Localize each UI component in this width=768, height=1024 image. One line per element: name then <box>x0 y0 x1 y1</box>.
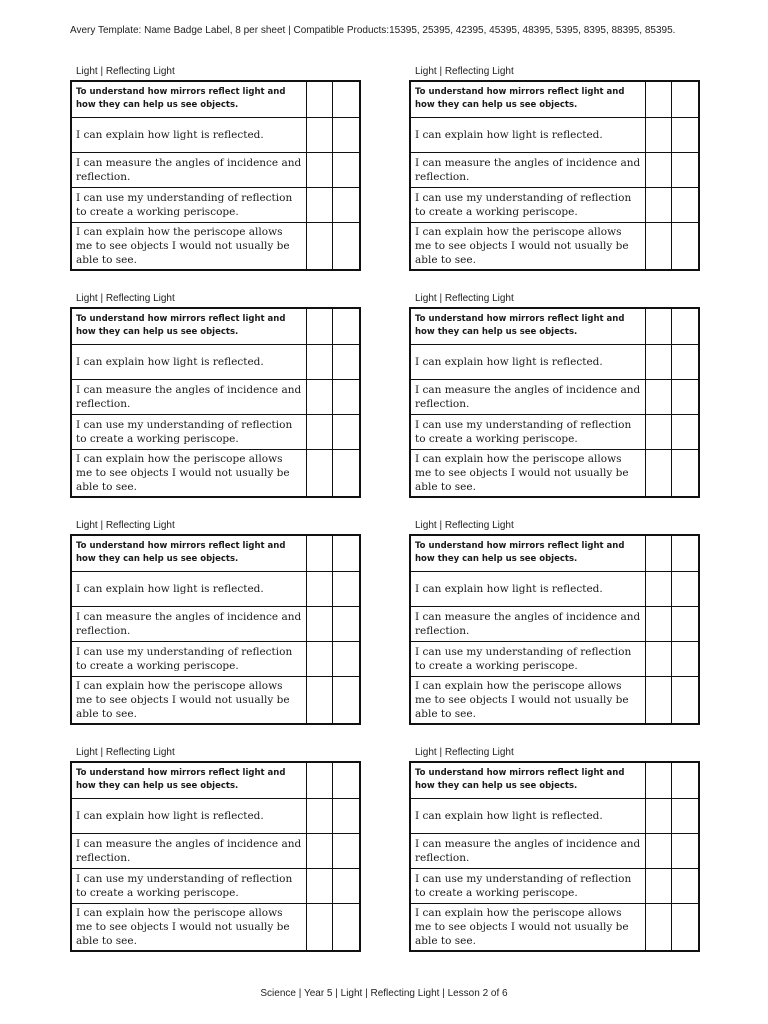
statement-row <box>410 676 699 724</box>
check-box[interactable] <box>645 81 671 117</box>
objective-row <box>410 81 699 117</box>
check-box[interactable] <box>671 676 699 724</box>
statement-text: I can measure the angles of incidence and reflection. <box>71 152 306 187</box>
check-box[interactable] <box>645 344 671 379</box>
statement-text: I can measure the angles of incidence and reflection. <box>410 152 645 187</box>
check-box[interactable] <box>671 152 699 187</box>
statement-row <box>71 571 360 606</box>
check-box[interactable] <box>671 449 699 497</box>
statement-row <box>71 606 360 641</box>
check-box[interactable] <box>332 414 360 449</box>
statement-text: I can measure the angles of incidence and reflection. <box>410 606 645 641</box>
check-box[interactable] <box>645 449 671 497</box>
check-box[interactable] <box>332 344 360 379</box>
objective-row <box>71 762 360 798</box>
check-box[interactable] <box>332 379 360 414</box>
check-box[interactable] <box>671 222 699 270</box>
statement-row <box>410 152 699 187</box>
objective-text: To understand how mirrors reflect light and how they can help us see objects. <box>410 81 645 117</box>
check-box[interactable] <box>306 833 332 868</box>
check-box[interactable] <box>332 187 360 222</box>
check-box[interactable] <box>645 117 671 152</box>
check-box[interactable] <box>332 762 360 798</box>
statement-row <box>410 606 699 641</box>
check-box[interactable] <box>645 152 671 187</box>
badge-label <box>409 518 698 725</box>
statement-text: I can measure the angles of incidence and reflection. <box>71 379 306 414</box>
statement-text: I can explain how light is reflected. <box>410 344 645 379</box>
checklist-table <box>409 534 700 725</box>
check-box[interactable] <box>306 868 332 903</box>
statement-row <box>410 222 699 270</box>
check-box[interactable] <box>306 81 332 117</box>
statement-row <box>71 833 360 868</box>
check-box[interactable] <box>645 571 671 606</box>
statement-text: I can measure the angles of incidence and reflection. <box>410 833 645 868</box>
objective-text: To understand how mirrors reflect light and how they can help us see objects. <box>71 762 306 798</box>
check-box[interactable] <box>306 676 332 724</box>
check-box[interactable] <box>332 152 360 187</box>
check-box[interactable] <box>645 606 671 641</box>
check-box[interactable] <box>645 379 671 414</box>
check-box[interactable] <box>671 798 699 833</box>
statement-row <box>410 571 699 606</box>
checklist-table <box>70 534 361 725</box>
statement-text: I can explain how the periscope allows me to see objects I would not usually be able to see. <box>410 449 645 497</box>
check-box[interactable] <box>671 308 699 344</box>
statement-row <box>71 903 360 951</box>
check-box[interactable] <box>306 571 332 606</box>
check-box[interactable] <box>332 868 360 903</box>
statement-row <box>410 798 699 833</box>
statement-text: I can explain how light is reflected. <box>71 344 306 379</box>
statement-text: I can explain how light is reflected. <box>71 798 306 833</box>
badge-title: Light | Reflecting Light <box>415 520 514 531</box>
badge-title: Light | Reflecting Light <box>76 293 175 304</box>
check-box[interactable] <box>306 414 332 449</box>
statement-row <box>71 798 360 833</box>
statement-text: I can explain how light is reflected. <box>71 571 306 606</box>
statement-row <box>71 676 360 724</box>
check-box[interactable] <box>645 187 671 222</box>
badge-label <box>409 291 698 498</box>
badge-title: Light | Reflecting Light <box>415 747 514 758</box>
statement-row <box>71 344 360 379</box>
statement-row <box>410 117 699 152</box>
statement-text: I can explain how light is reflected. <box>71 117 306 152</box>
statement-text: I can explain how the periscope allows me to see objects I would not usually be able to see. <box>71 676 306 724</box>
check-box[interactable] <box>306 798 332 833</box>
check-box[interactable] <box>306 344 332 379</box>
check-box[interactable] <box>671 762 699 798</box>
checklist-table <box>409 80 700 271</box>
check-box[interactable] <box>671 187 699 222</box>
badge-label <box>70 291 359 498</box>
badge-title: Light | Reflecting Light <box>76 66 175 77</box>
check-box[interactable] <box>332 641 360 676</box>
check-box[interactable] <box>671 344 699 379</box>
check-box[interactable] <box>671 117 699 152</box>
badge-grid <box>70 64 698 952</box>
badge-title: Light | Reflecting Light <box>76 520 175 531</box>
checklist-table <box>409 307 700 498</box>
check-box[interactable] <box>306 762 332 798</box>
statement-text: I can explain how the periscope allows me to see objects I would not usually be able to see. <box>410 222 645 270</box>
check-box[interactable] <box>306 222 332 270</box>
statement-row <box>71 868 360 903</box>
check-box[interactable] <box>645 222 671 270</box>
objective-text: To understand how mirrors reflect light and how they can help us see objects. <box>410 308 645 344</box>
checklist-table <box>70 307 361 498</box>
objective-text: To understand how mirrors reflect light and how they can help us see objects. <box>71 308 306 344</box>
statement-row <box>410 641 699 676</box>
statement-text: I can use my understanding of reflection to create a working periscope. <box>410 868 645 903</box>
objective-row <box>71 81 360 117</box>
statement-row <box>410 414 699 449</box>
statement-text: I can use my understanding of reflection to create a working periscope. <box>410 641 645 676</box>
check-box[interactable] <box>671 868 699 903</box>
check-box[interactable] <box>645 762 671 798</box>
badge-label <box>70 745 359 952</box>
statement-text: I can explain how the periscope allows me to see objects I would not usually be able to see. <box>71 903 306 951</box>
check-box[interactable] <box>645 798 671 833</box>
statement-text: I can use my understanding of reflection to create a working periscope. <box>410 187 645 222</box>
check-box[interactable] <box>332 571 360 606</box>
statement-row <box>71 414 360 449</box>
badge-label <box>70 64 359 271</box>
badge-label <box>409 64 698 271</box>
objective-text: To understand how mirrors reflect light and how they can help us see objects. <box>410 762 645 798</box>
statement-text: I can explain how the periscope allows me to see objects I would not usually be able to see. <box>410 903 645 951</box>
statement-row <box>71 449 360 497</box>
objective-text: To understand how mirrors reflect light and how they can help us see objects. <box>71 81 306 117</box>
check-box[interactable] <box>645 414 671 449</box>
checklist-table <box>70 761 361 952</box>
check-box[interactable] <box>671 379 699 414</box>
statement-row <box>71 222 360 270</box>
badge-label <box>409 745 698 952</box>
badge-title: Light | Reflecting Light <box>415 66 514 77</box>
check-box[interactable] <box>332 449 360 497</box>
check-box[interactable] <box>306 308 332 344</box>
check-box[interactable] <box>332 798 360 833</box>
statement-text: I can use my understanding of reflection to create a working periscope. <box>71 187 306 222</box>
statement-row <box>410 868 699 903</box>
statement-text: I can explain how light is reflected. <box>410 117 645 152</box>
check-box[interactable] <box>332 535 360 571</box>
statement-text: I can explain how the periscope allows me to see objects I would not usually be able to see. <box>71 222 306 270</box>
check-box[interactable] <box>645 676 671 724</box>
objective-row <box>71 308 360 344</box>
check-box[interactable] <box>671 903 699 951</box>
check-box[interactable] <box>332 903 360 951</box>
check-box[interactable] <box>332 833 360 868</box>
checklist-table <box>409 761 700 952</box>
statement-row <box>410 449 699 497</box>
check-box[interactable] <box>671 571 699 606</box>
check-box[interactable] <box>332 222 360 270</box>
check-box[interactable] <box>645 868 671 903</box>
check-box[interactable] <box>306 117 332 152</box>
statement-text: I can explain how the periscope allows me to see objects I would not usually be able to see. <box>410 676 645 724</box>
badge-title: Light | Reflecting Light <box>76 747 175 758</box>
template-info-header: Avery Template: Name Badge Label, 8 per sheet | Compatible Products:15395, 25395, 42395, 45395, 48395, 5395, 8395, 88395, 85395. <box>70 25 676 36</box>
statement-row <box>410 379 699 414</box>
check-box[interactable] <box>645 641 671 676</box>
objective-text: To understand how mirrors reflect light and how they can help us see objects. <box>410 535 645 571</box>
check-box[interactable] <box>671 81 699 117</box>
check-box[interactable] <box>332 308 360 344</box>
objective-row <box>410 308 699 344</box>
checklist-table <box>70 80 361 271</box>
check-box[interactable] <box>671 414 699 449</box>
objective-row <box>410 762 699 798</box>
statement-text: I can use my understanding of reflection to create a working periscope. <box>71 868 306 903</box>
check-box[interactable] <box>671 606 699 641</box>
check-box[interactable] <box>306 641 332 676</box>
check-box[interactable] <box>306 535 332 571</box>
statement-row <box>71 117 360 152</box>
objective-row <box>410 535 699 571</box>
check-box[interactable] <box>306 379 332 414</box>
check-box[interactable] <box>645 833 671 868</box>
statement-row <box>71 641 360 676</box>
statement-row <box>410 903 699 951</box>
check-box[interactable] <box>671 833 699 868</box>
statement-text: I can use my understanding of reflection to create a working periscope. <box>71 414 306 449</box>
check-box[interactable] <box>306 449 332 497</box>
statement-text: I can use my understanding of reflection to create a working periscope. <box>71 641 306 676</box>
statement-row <box>410 833 699 868</box>
check-box[interactable] <box>306 903 332 951</box>
objective-row <box>71 535 360 571</box>
check-box[interactable] <box>332 117 360 152</box>
statement-text: I can measure the angles of incidence and reflection. <box>71 606 306 641</box>
check-box[interactable] <box>645 903 671 951</box>
statement-text: I can use my understanding of reflection to create a working periscope. <box>410 414 645 449</box>
statement-text: I can measure the angles of incidence and reflection. <box>71 833 306 868</box>
check-box[interactable] <box>671 535 699 571</box>
check-box[interactable] <box>332 81 360 117</box>
statement-text: I can explain how the periscope allows me to see objects I would not usually be able to see. <box>71 449 306 497</box>
lesson-footer: Science | Year 5 | Light | Reflecting Light | Lesson 2 of 6 <box>260 988 508 999</box>
check-box[interactable] <box>645 535 671 571</box>
statement-row <box>71 187 360 222</box>
badge-title: Light | Reflecting Light <box>415 293 514 304</box>
statement-row <box>71 379 360 414</box>
check-box[interactable] <box>671 641 699 676</box>
check-box[interactable] <box>332 606 360 641</box>
objective-text: To understand how mirrors reflect light and how they can help us see objects. <box>71 535 306 571</box>
check-box[interactable] <box>306 187 332 222</box>
statement-text: I can measure the angles of incidence and reflection. <box>410 379 645 414</box>
statement-text: I can explain how light is reflected. <box>410 571 645 606</box>
statement-row <box>410 187 699 222</box>
check-box[interactable] <box>645 308 671 344</box>
check-box[interactable] <box>332 676 360 724</box>
statement-row <box>71 152 360 187</box>
check-box[interactable] <box>306 606 332 641</box>
badge-label <box>70 518 359 725</box>
statement-row <box>410 344 699 379</box>
check-box[interactable] <box>306 152 332 187</box>
statement-text: I can explain how light is reflected. <box>410 798 645 833</box>
